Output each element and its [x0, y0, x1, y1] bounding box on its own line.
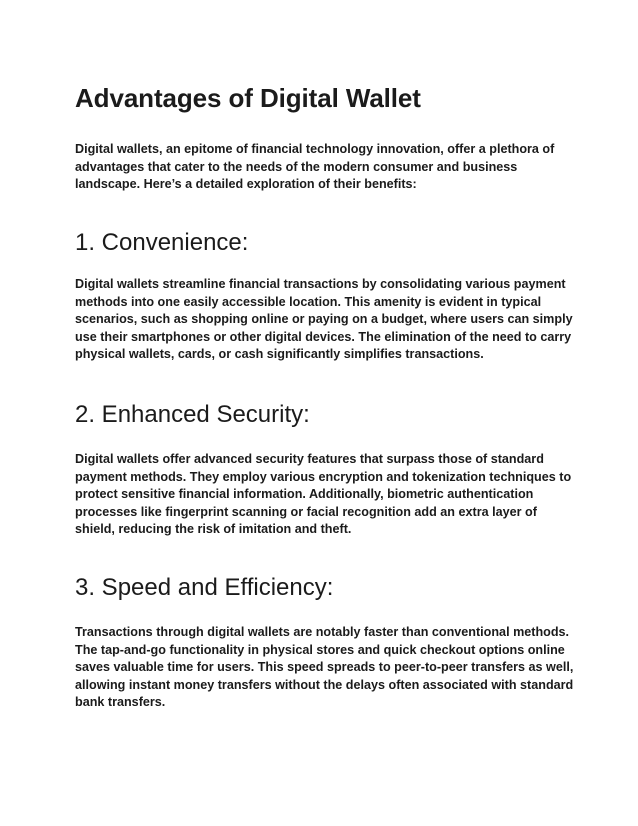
- intro-paragraph: Digital wallets, an epitome of financial technology innovation, offer a plethora of advantages that cater to the needs of the modern consumer and business landscape. Here’s a detailed exploration of their benefits:: [75, 142, 555, 191]
- page-title: Advantages of Digital Wallet: [75, 83, 421, 113]
- section-body-convenience: Digital wallets streamline financial transactions by consolidating various payment methods into one easily accessible location. This amenity is evident in typical scenarios, such as shopping online or paying on a budget, where users can simply use their smartphones or other digital devices. The elimination of the need to carry physical wallets, cards, or cash significantly simplifies transactions.: [75, 277, 573, 361]
- section-heading-enhanced-security: 2. Enhanced Security:: [75, 401, 310, 428]
- section-heading-convenience: 1. Convenience:: [75, 229, 249, 256]
- section-body-enhanced-security: Digital wallets offer advanced security features that surpass those of standard payment methods. They employ various encryption and tokenization techniques to protect sensitive financial information. Additionally, biometric authentication processes like fingerprint scanning or facial recognition add an extra layer of shield, reducing the risk of imitation and theft.: [75, 452, 572, 536]
- section-heading-speed-and-efficiency: 3. Speed and Efficiency:: [75, 574, 334, 601]
- section-body-speed-and-efficiency: Transactions through digital wallets are notably faster than conventional methods. The tap-and-go functionality in physical stores and quick checkout options online saves valuable time for users. This speed spreads to peer-to-peer transfers as well, allowing instant money transfers without the delays often associated with standard bank transfers.: [75, 625, 574, 709]
